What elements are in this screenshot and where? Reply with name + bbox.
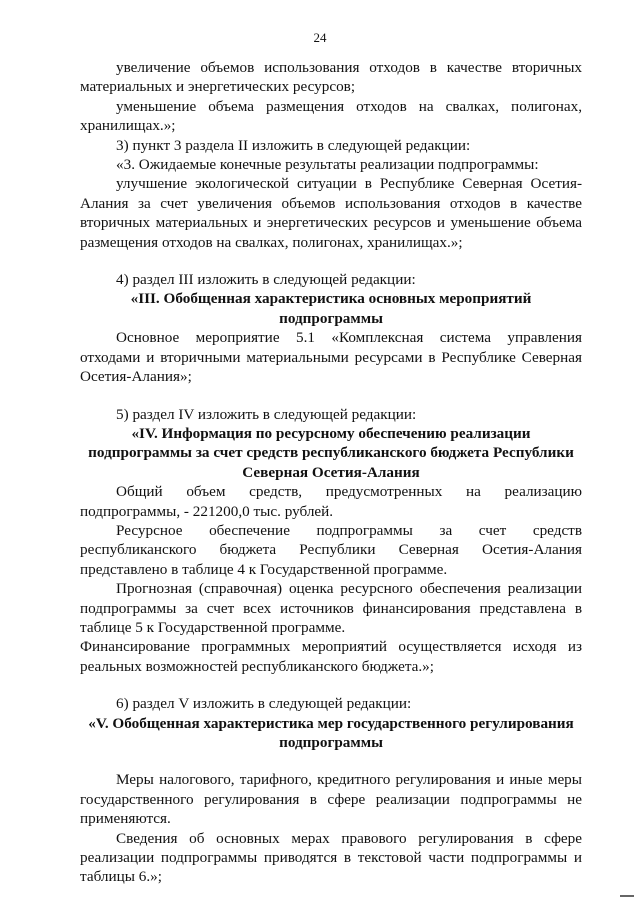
- paragraph-forecast-estimate: Прогнозная (справочная) оценка ресурсного обеспечения реализации подпрограммы за счет всех источников финансирования представлена в таблице 5 к Государственной программе.: [80, 580, 582, 636]
- paragraph-item-6: 6) раздел V изложить в следующей редакции:: [116, 695, 412, 713]
- paragraph-expected-results: «3. Ожидаемые конечные результаты реализации подпрограммы:: [116, 156, 539, 174]
- paragraph-regulation-measures: Меры налогового, тарифного, кредитного регулирования и иные меры государственного регулирования в сфере реализации подпрограммы не применяются.: [80, 771, 582, 828]
- paragraph-total-funding: Общий объем средств, предусмотренных на реализацию подпрограммы, - 221200,0 тыс. рублей.: [80, 483, 582, 520]
- spacer: [80, 387, 582, 405]
- paragraph-waste-reduction: уменьшение объема размещения отходов на свалках, полигонах, хранилищах.»;: [80, 97, 582, 135]
- spacer: [80, 676, 582, 694]
- section-heading-3: «III. Обобщенная характеристика основных мероприятий подпрограммы: [130, 290, 532, 327]
- paragraph-legal-regulation: Сведения об основных мерах правового регулирования в сфере реализации подпрограммы приводятся в текстовой части подпрограммы и таблицы 6.»;: [80, 829, 582, 886]
- spacer: [80, 752, 582, 770]
- paragraph-item-4: 4) раздел III изложить в следующей редакции:: [116, 271, 416, 289]
- paragraph-ecology-improvement: улучшение экологической ситуации в Республике Северная Осетия-Алания за счет увеличения объемов использования отходов в качестве вторичных материальных и энергетических ресурсов и уменьшение объема размещения отходов на свалках, полигонах, хранилищах.»;: [80, 175, 582, 251]
- section-heading-5: «V. Обобщенная характеристика мер государственного регулирования подпрограммы: [88, 714, 574, 751]
- spacer: [80, 252, 582, 270]
- paragraph-financing: Финансирование программных мероприятий осуществляется исходя из реальных возможностей республиканского бюджета.»;: [80, 638, 582, 675]
- section-heading-4: «IV. Информация по ресурсному обеспечению реализации подпрограммы за счет средств республиканского бюджета Республики Северная Осетия-Алания: [88, 424, 574, 481]
- paragraph-resource-support: Ресурсное обеспечение подпрограммы за счет средств республиканского бюджета Республики Северная Осетия-Алания представлено в таблице 4 к Государственной программе.: [80, 521, 582, 578]
- document-body: [80, 58, 582, 887]
- scan-mark: [620, 895, 634, 897]
- paragraph-main-activity: Основное мероприятие 5.1 «Комплексная система управления отходами и вторичными материальными ресурсами в Республике Северная Осетия-Алания»;: [80, 329, 582, 386]
- page-number: 24: [313, 30, 327, 45]
- paragraph-item-3: 3) пункт 3 раздела II изложить в следующей редакции:: [116, 136, 471, 154]
- paragraph-waste-use: увеличение объемов использования отходов в качестве вторичных материальных и энергетических ресурсов;: [80, 59, 582, 96]
- paragraph-item-5: 5) раздел IV изложить в следующей редакции:: [116, 405, 417, 423]
